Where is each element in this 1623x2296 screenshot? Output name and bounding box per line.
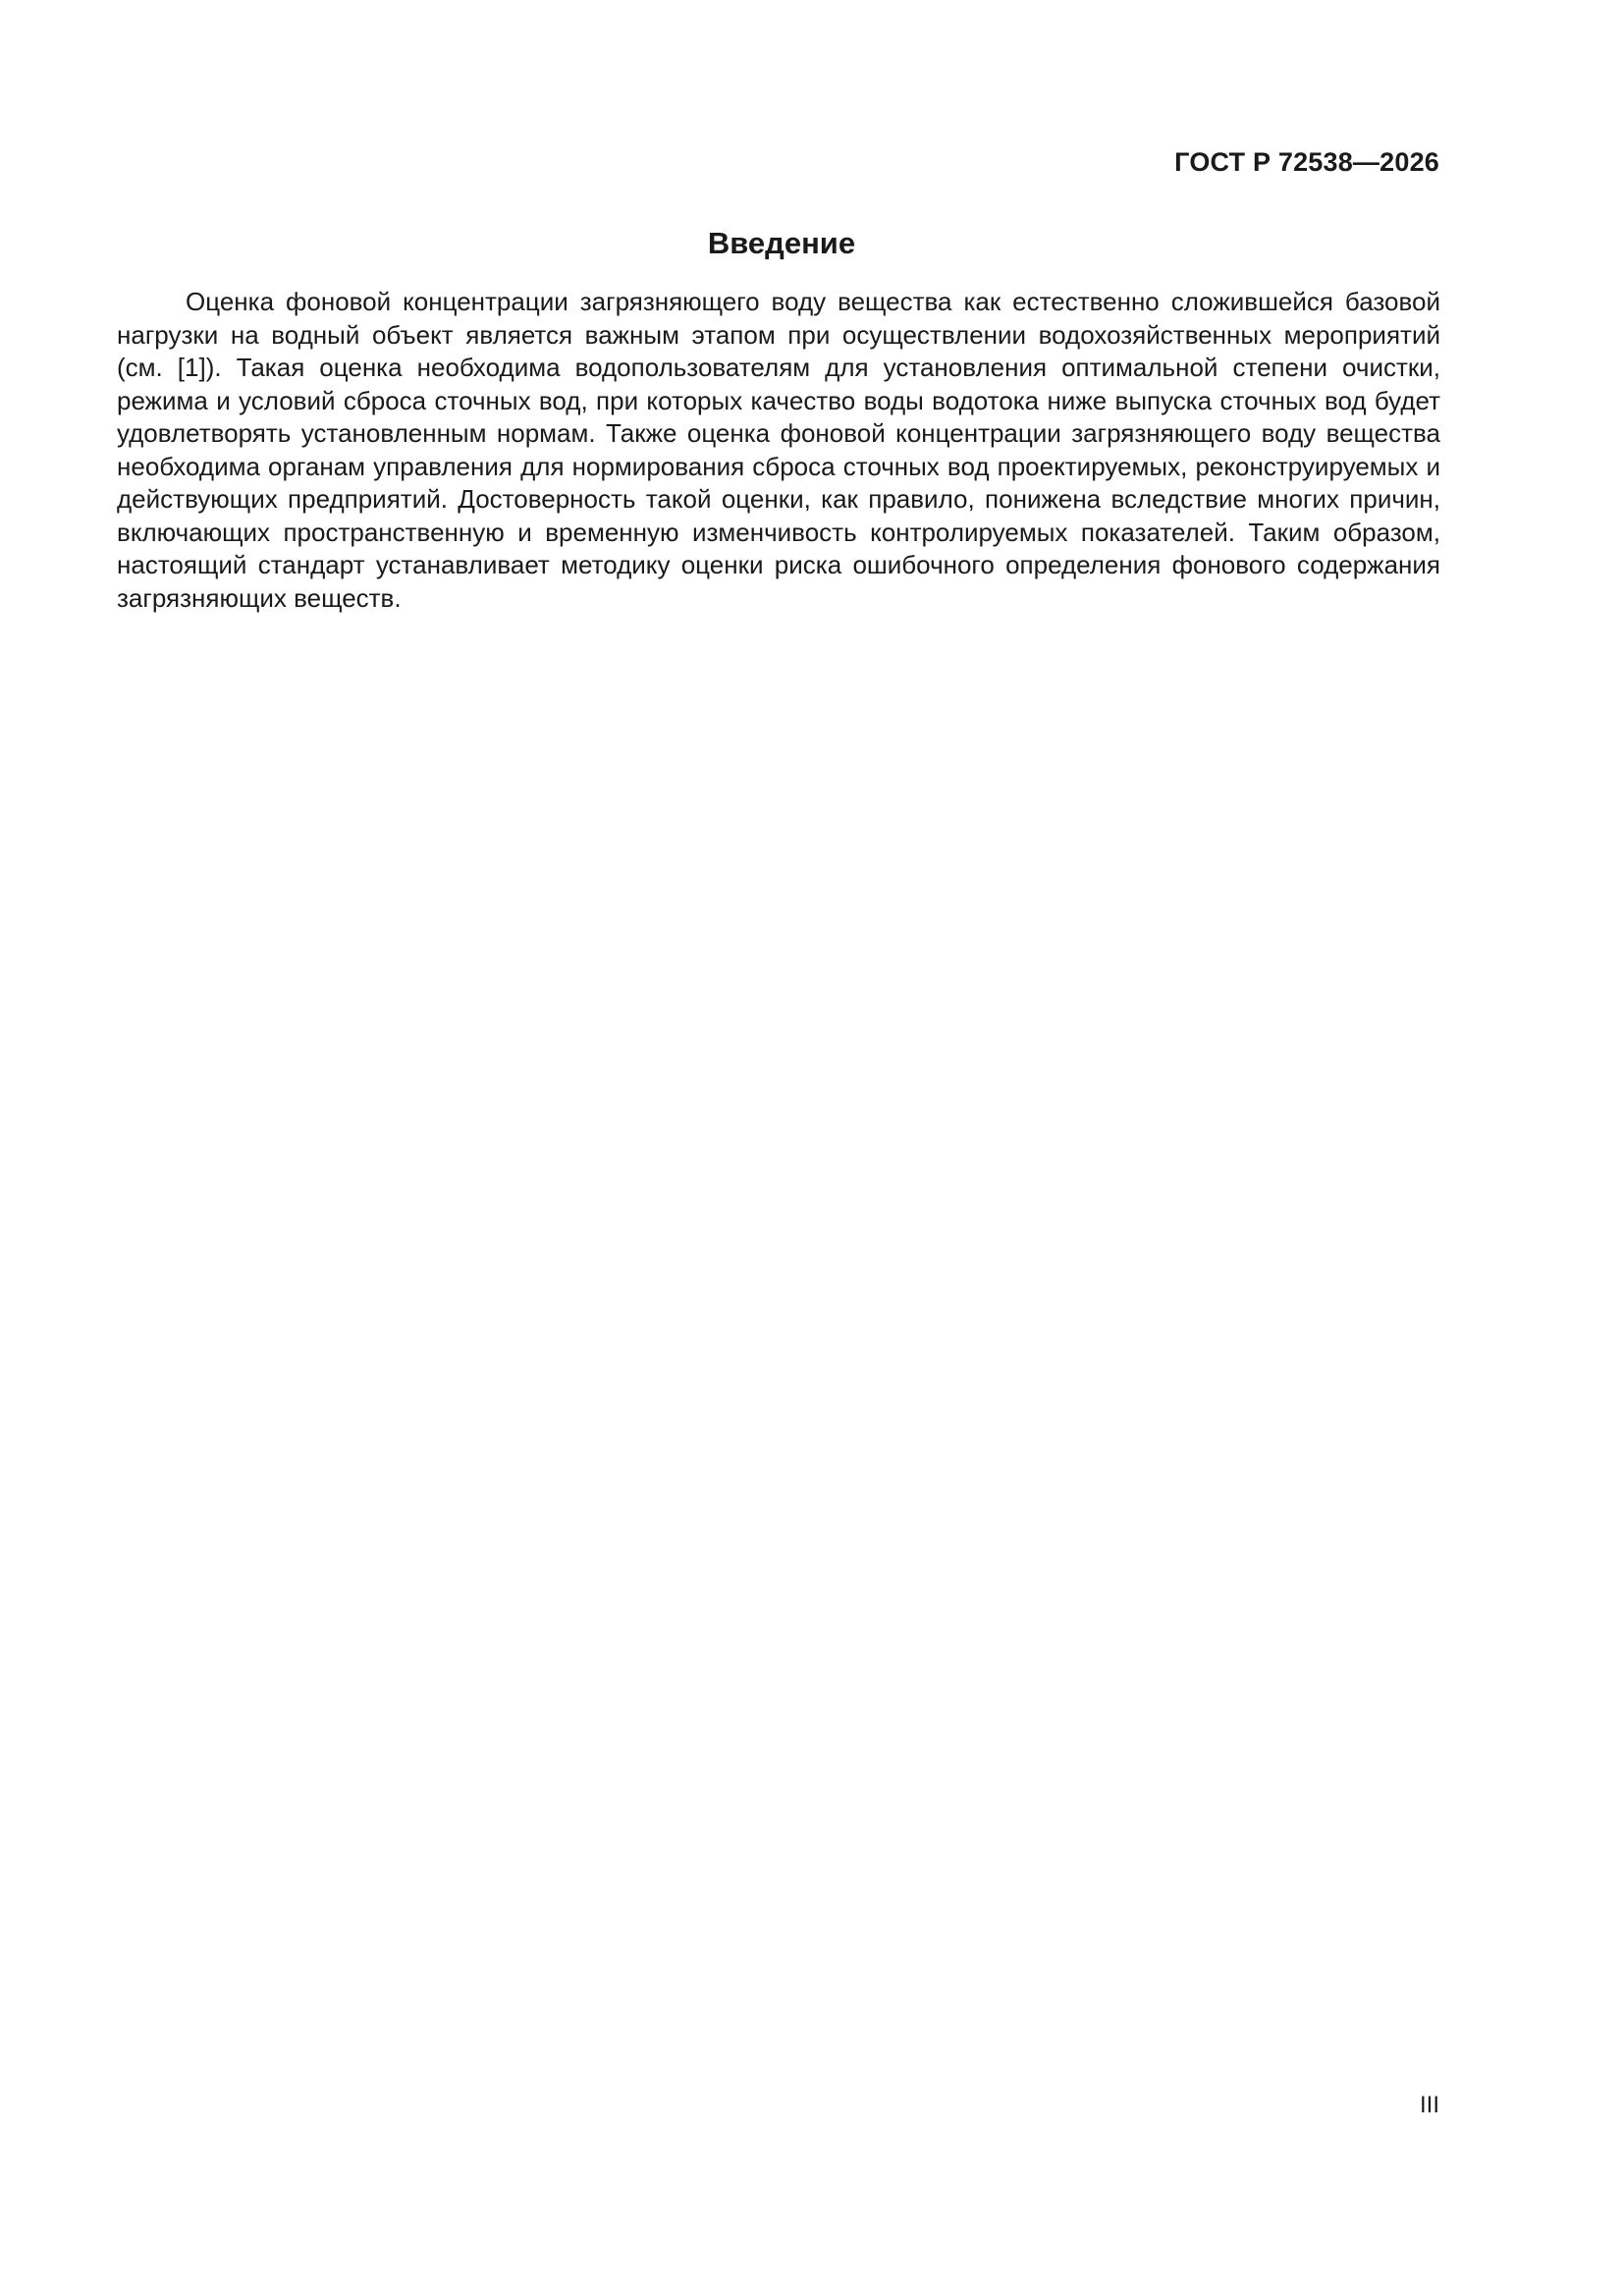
document-designation: ГОСТ Р 72538—2026 — [1174, 147, 1439, 177]
page-number: III — [1419, 2092, 1439, 2118]
introduction-paragraph: Оценка фоновой концентрации загрязняющего воду вещества как естественно сложившейся базовой нагрузки на водный объект является важным этапом при осуществлении водохозяйственных мероприятий (см. [1]). Такая оценка необходима водопользователям для установления оптимальной степени очистки, режима и условий сброса сточных вод, при которых качество воды водотока ниже выпуска сточных вод будет удовлетворять установленным нормам. Также оценка фоновой концентрации загрязняющего воду вещества необходима органам управления для нормирования сброса сточных вод проектируемых, реконструируемых и действующих предприятий. Достоверность такой оценки, как правило, понижена вследствие многих причин, включающих пространственную и временную изменчивость контролируемых показателей. Таким образом, настоящий стандарт устанавливает методику оценки риска ошибочного определения фонового содержания загрязняющих веществ. — [117, 287, 1440, 613]
section-title: Введение — [707, 226, 856, 260]
